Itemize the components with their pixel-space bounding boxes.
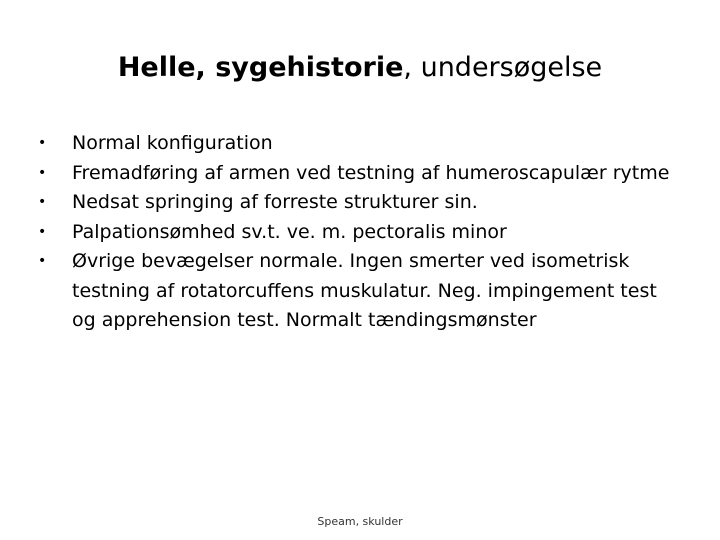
list-item [38,218,678,248]
bullet-list [38,129,678,336]
slide-footer: Speam, skulder [317,515,403,528]
bullet-icon: • [38,194,47,210]
title-bold-part: Helle, sygehistorie [117,52,404,83]
bullet-icon: • [38,223,47,240]
bullet-icon: • [38,164,47,181]
title-normal-part: undersøgelse [420,52,603,83]
slide-title [0,48,720,88]
bullet-text: Normal konfiguration [72,132,273,154]
list-item [38,159,678,189]
bullet-icon: • [38,135,47,151]
bullet-icon: • [38,253,47,269]
bullet-text: Nedsat springing af forreste strukturer sin. [72,191,478,213]
title-comma: , [403,52,421,83]
list-item [38,129,678,159]
bullet-text: Øvrige bevægelser normale. Ingen smerter ved isometrisk testning af rotatorcuffens muskulatur. Neg. impingement test og apprehension test. Normalt tændingsmønster [72,250,657,331]
list-item [38,188,678,218]
list-item [38,247,678,336]
bullet-text: Palpationsømhed sv.t. ve. m. pectoralis minor [72,220,507,243]
bullet-text: Fremadføring af armen ved testning af humeroscapulær rytme [72,161,670,184]
